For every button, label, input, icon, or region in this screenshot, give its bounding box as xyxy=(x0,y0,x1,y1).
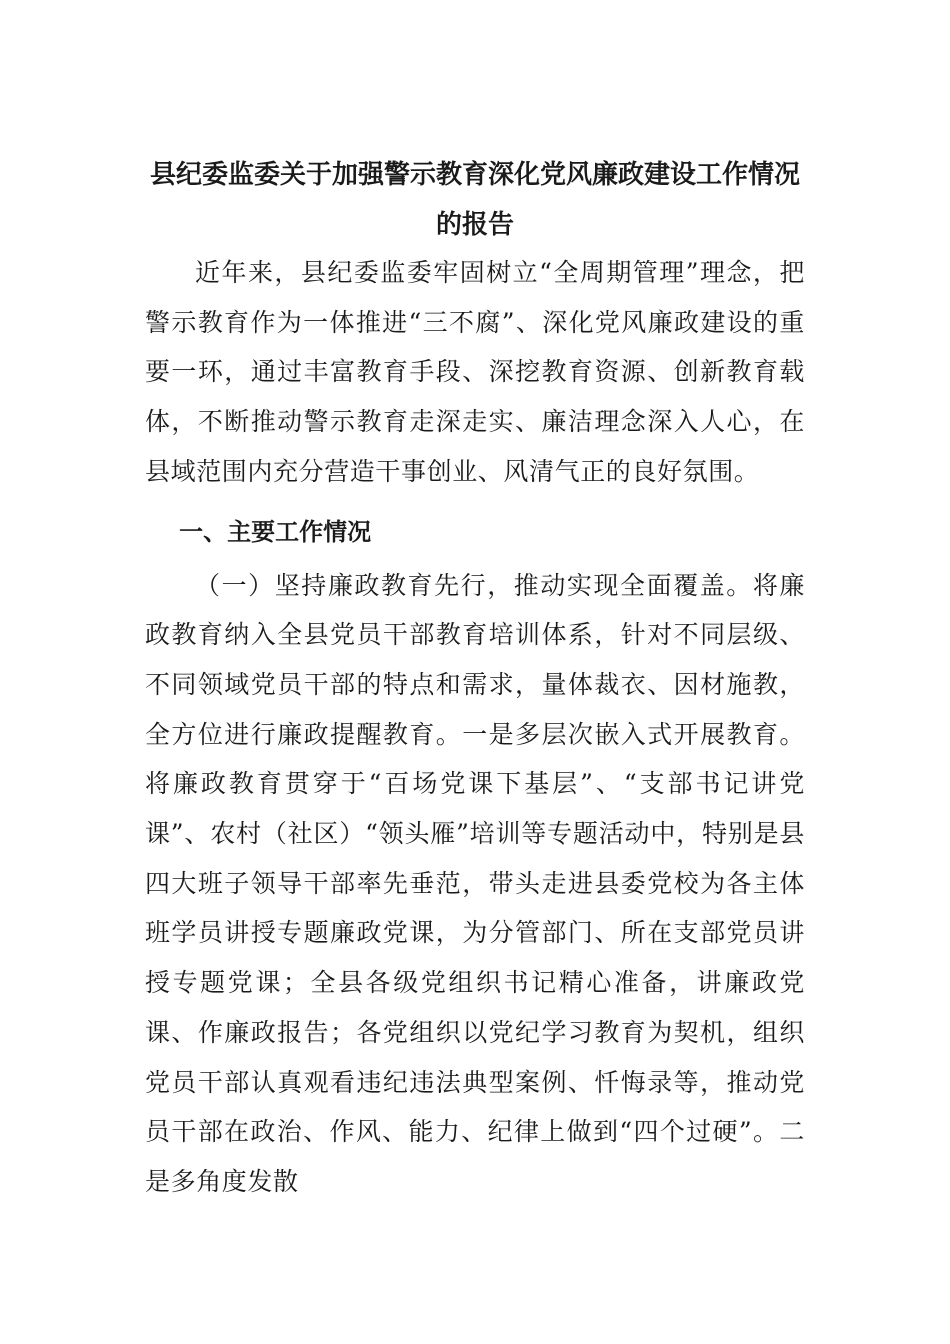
title-line-2: 的报告 xyxy=(435,210,514,240)
document-body xyxy=(145,150,805,1207)
section-heading: 一、主要工作情况 xyxy=(179,517,372,546)
section-paragraph: （一）坚持廉政教育先行，推动实现全面覆盖。将廉政教育纳入全县党员干部教育培训体系，针对不同层级、不同领域党员干部的特点和需求，量体裁衣、因材施教，全方位进行廉政提醒教育。一是多层次嵌入式开展教育。将廉政教育贯穿于“百场党课下基层”、“支部书记讲党课”、农村（社区）“领头雁”培训等专题活动中，特别是县四大班子领导干部率先垂范，带头走进县委党校为各主体班学员讲授专题廉政党课，为分管部门、所在支部党员讲授专题党课；全县各级党组织书记精心准备，讲廉政党课、作廉政报告；各党组织以党纪学习教育为契机，组织党员干部认真观看违纪违法典型案例、忏悔录等，推动党员干部在政治、作风、能力、纪律上做到“四个过硬”。二是多角度发散 xyxy=(145,570,805,1196)
intro-paragraph: 近年来，县纪委监委牢固树立“全周期管理”理念，把警示教育作为一体推进“三不腐”、深化党风廉政建设的重要一环，通过丰富教育手段、深挖教育资源、创新教育载体，不断推动警示教育走深走实、廉洁理念深入人心，在县域范围内充分营造干事创业、风清气正的良好氛围。 xyxy=(145,258,805,486)
title-line-1: 县纪委监委关于加强警示教育深化党风廉政建设工作情况 xyxy=(149,160,800,190)
document-title xyxy=(145,150,805,250)
